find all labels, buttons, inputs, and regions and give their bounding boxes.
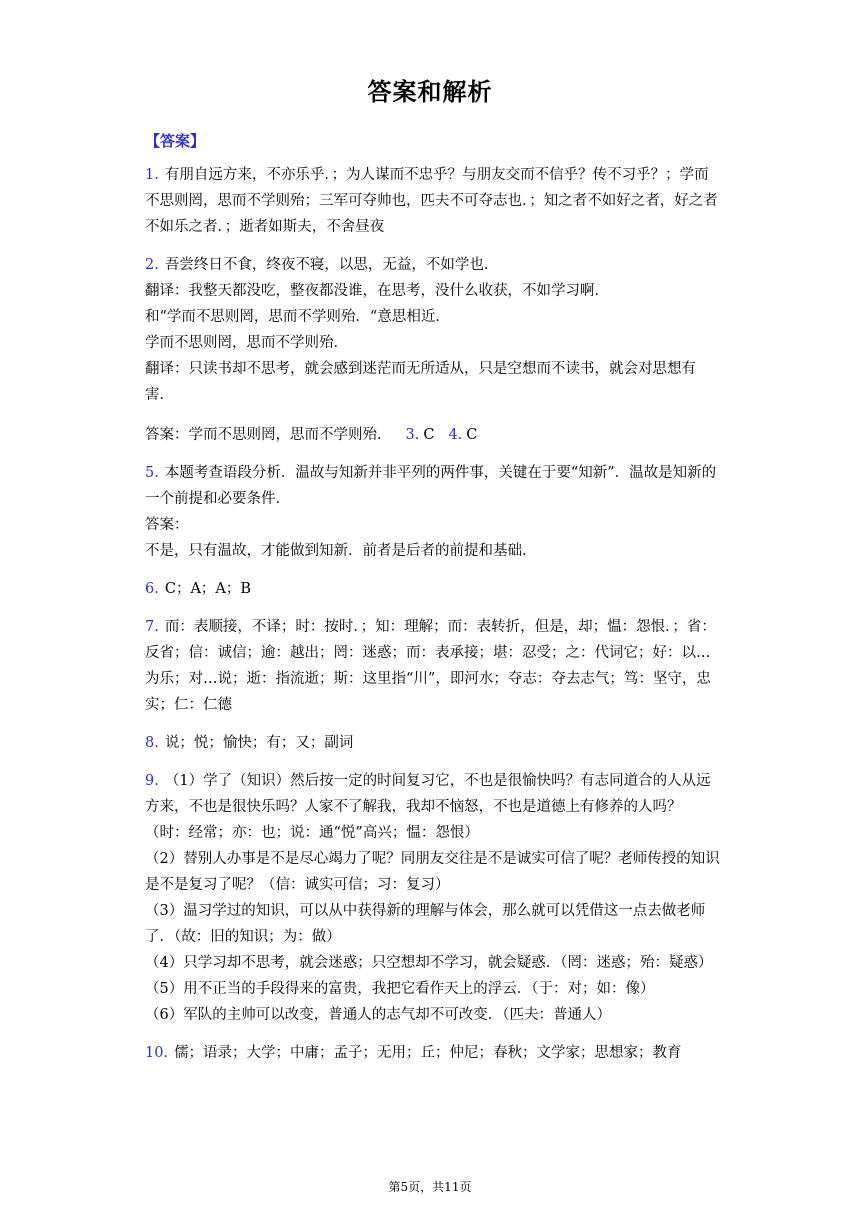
item-text: 答案： bbox=[145, 517, 189, 533]
item-number: 8. bbox=[145, 735, 159, 751]
item-text: （4）只学习却不思考，就会迷惑；只空想却不学习，就会疑惑．（罔：迷惑；殆：疑惑） bbox=[145, 955, 713, 971]
item-number: 7. bbox=[145, 619, 159, 635]
item-number: 2. bbox=[145, 257, 159, 273]
item-text: C bbox=[466, 427, 478, 443]
item-text: （2）替别人办事是不是尽心竭力了呢？同朋友交往是不是诚实可信了呢？老师传授的知识是不是复习了呢？（信：诚实可信；习：复习） bbox=[145, 851, 720, 893]
answer-item-2 bbox=[145, 252, 720, 448]
item-text: C；A；A；B bbox=[164, 581, 252, 597]
item-number: 4. bbox=[448, 427, 463, 443]
item-number: 3. bbox=[405, 427, 420, 443]
answer-item-5 bbox=[145, 460, 720, 564]
item-text: 翻译：只读书却不思考，就会感到迷茫而无所适从，只是空想而不读书，就会对思想有害． bbox=[145, 361, 696, 403]
page-title: 答案和解析 bbox=[367, 78, 493, 106]
item-number: 10. bbox=[145, 1045, 169, 1061]
item-text: （5）用不正当的手段得来的富贵，我把它看作天上的浮云．（于：对；如：像） bbox=[145, 981, 655, 997]
answer-content bbox=[145, 162, 720, 1078]
item-text: 答案：学而不思则罔，思而不学则殆． bbox=[145, 427, 392, 443]
item-text: 儒；语录；大学；中庸；孟子；无用；丘；仲尼；春秋；文学家；思想家；教育 bbox=[174, 1045, 682, 1061]
page-footer: 第5页，共11页 bbox=[388, 1180, 472, 1194]
item-number: 1. bbox=[145, 167, 159, 183]
answer-section-label: 【答案】 bbox=[145, 132, 206, 150]
item-text: （1）学了（知识）然后按一定的时间复习它，不也是很愉快吗？有志同道合的人从远方来，不也是很快乐吗？人家不了解我，我却不恼怒，不也是道德上有修养的人吗？（时：经常；亦：也；说：通“悦”高兴；愠：怨恨） bbox=[145, 773, 711, 841]
item-number: 5. bbox=[145, 465, 159, 481]
answer-line-2-3-4 bbox=[145, 422, 720, 448]
item-number: 6. bbox=[145, 581, 159, 597]
answer-item-1 bbox=[145, 162, 720, 240]
answer-item-10 bbox=[145, 1040, 720, 1066]
answer-item-8 bbox=[145, 730, 720, 756]
item-number: 9. bbox=[145, 773, 159, 789]
answer-item-9 bbox=[145, 768, 720, 1028]
item-text: 学而不思则罔，思而不学则殆． bbox=[145, 335, 348, 351]
item-text: （6）军队的主帅可以改变，普通人的志气却不可改变．（匹夫：普通人） bbox=[145, 1007, 611, 1023]
item-text: 而：表顺接，不译；时：按时．；知：理解；而：表转折，但是，却；愠：怨恨．；省：反省；信：诚信；逾：越出；罔：迷惑；而：表承接；堪：忍受；之：代词它；好：以…为乐；对…说；逝：指流逝；斯：这里指“川”，即河水；夺志：夺去志气；笃：坚守，忠实；仁：仁德 bbox=[145, 619, 716, 713]
item-text: 和“学而不思则罔，思而不学则殆．“意思相近． bbox=[145, 309, 450, 325]
item-text: 说；悦；愉快；有；又；副词 bbox=[164, 735, 354, 751]
answer-item-7 bbox=[145, 614, 720, 718]
item-text: 吾尝终日不食，终夜不寝，以思，无益，不如学也． bbox=[164, 257, 499, 273]
item-text: 翻译：我整天都没吃，整夜都没谁，在思考，没什么收获，不如学习啊． bbox=[145, 283, 609, 299]
item-text: C bbox=[423, 427, 435, 443]
item-text: （3）温习学过的知识，可以从中获得新的理解与体会，那么就可以凭借这一点去做老师了．（故：旧的知识；为：做） bbox=[145, 903, 706, 945]
answer-item-6 bbox=[145, 576, 720, 602]
item-text: 有朋自远方来，不亦乐乎．；为人谋而不忠乎？与朋友交而不信乎？传不习乎？；学而不思则罔，思而不学则殆；三军可夺帅也，匹夫不可夺志也．；知之者不如好之者，好之者不如乐之者．；逝者如斯夫，不舍昼夜 bbox=[145, 167, 718, 235]
item-text: 本题考查语段分析．温故与知新并非平列的两件事，关键在于要“知新”．温故是知新的一个前提和必要条件． bbox=[145, 465, 717, 507]
item-text: 不是，只有温故，才能做到知新．前者是后者的前提和基础． bbox=[145, 543, 537, 559]
